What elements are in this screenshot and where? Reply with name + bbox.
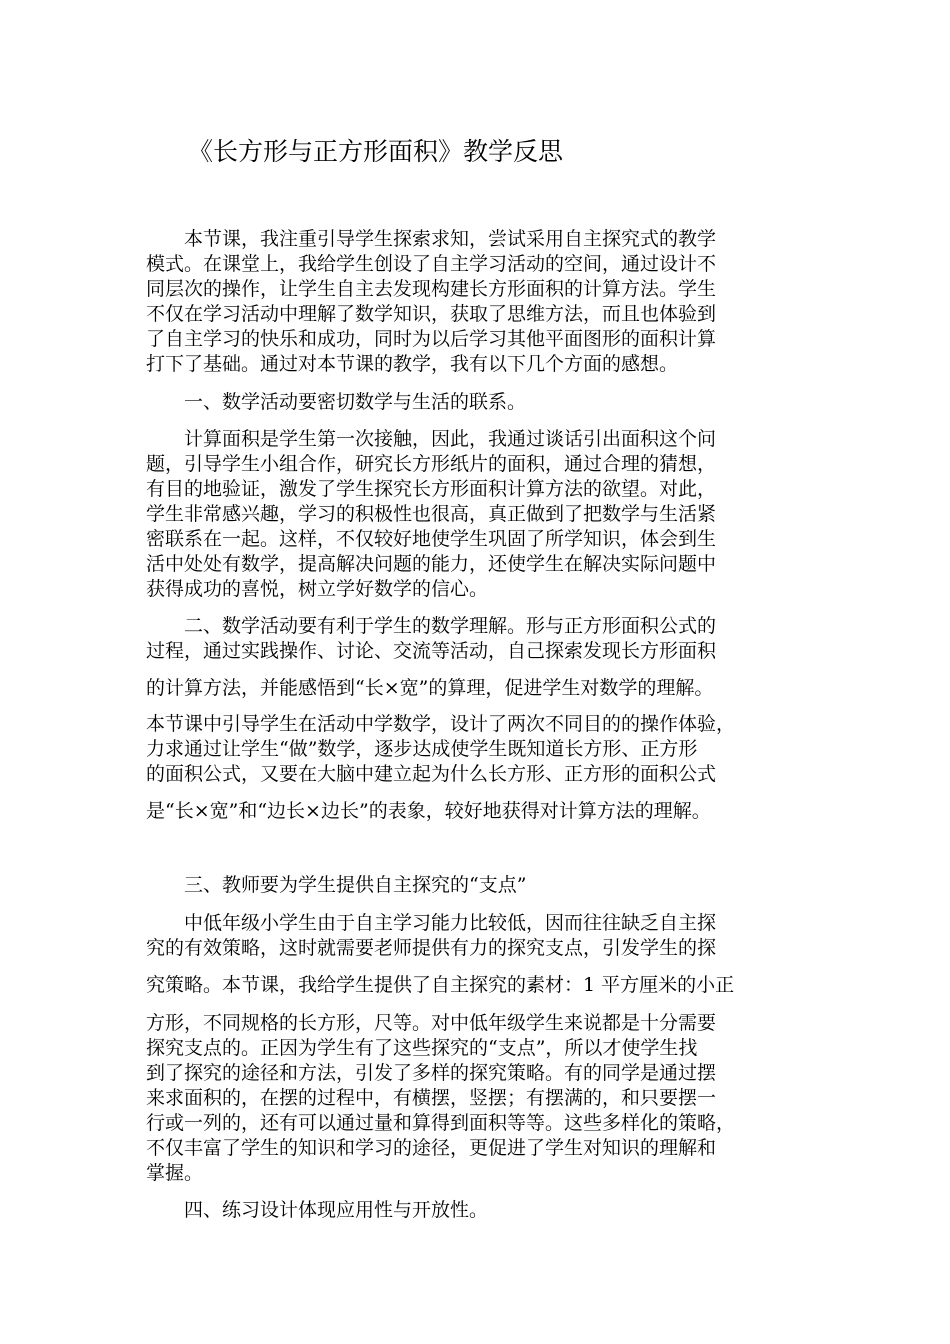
text-line: 的面积公式，又要在大脑中建立起为什么长方形、正方形的面积公式 (146, 763, 717, 785)
text-line: 有目的地验证，激发了学生探究长方形面积计算方法的欲望。对此， (146, 478, 717, 500)
text-line: 本节课中引导学生在活动中学数学，设计了两次不同目的的操作体验， (146, 713, 736, 735)
text-line: 活中处处有数学，提高解决问题的能力，还使学生在解决实际问题中 (146, 553, 717, 575)
text-line: 同层次的操作，让学生自主去发现构建长方形面积的计算方法。学生 (146, 278, 717, 300)
text-line: 本节课，我注重引导学生探索求知，尝试采用自主探究式的教学 (184, 228, 717, 250)
text-line: 力求通过让学生“做”数学，逐步达成使学生既知道长方形、正方形 (146, 738, 698, 760)
text-line: 过程，通过实践操作、讨论、交流等活动，自己探索发现长方形面积 (146, 640, 717, 662)
text-line: 学生非常感兴趣，学习的积极性也很高，真正做到了把数学与生活紧 (146, 503, 717, 525)
text-line: 题，引导学生小组合作，研究长方形纸片的面积，通过合理的猜想， (146, 453, 717, 475)
text-line: 打下了基础。通过对本节课的教学，我有以下几个方面的感想。 (146, 353, 679, 375)
section-heading: 四、练习设计体现应用性与开放性。 (184, 1199, 489, 1221)
text-line: 密联系在一起。这样，不仅较好地使学生巩固了所学知识，体会到生 (146, 528, 717, 550)
text-line: 行或一列的，还有可以通过量和算得到面积等等。这些多样化的策略， (146, 1112, 736, 1134)
text-line: 探究支点的。正因为学生有了这些探究的“支点”，所以才使学生找 (146, 1037, 698, 1059)
section-heading: 三、教师要为学生提供自主探究的“支点” (184, 874, 527, 896)
text-line: 掌握。 (146, 1162, 204, 1184)
text-line: 计算面积是学生第一次接触，因此，我通过谈话引出面积这个问 (184, 428, 717, 450)
text-line: 来求面积的，在摆的过程中，有横摆，竖摆；有摆满的，和只要摆一 (146, 1087, 717, 1109)
text-line: 到了探究的途径和方法，引发了多样的探究策略。有的同学是通过摆 (146, 1062, 717, 1084)
text-line: 方形，不同规格的长方形，尺等。对中低年级学生来说都是十分需要 (146, 1012, 717, 1034)
text-line: 获得成功的喜悦，树立学好数学的信心。 (146, 578, 489, 600)
text-line: 究的有效策略，这时就需要老师提供有力的探究支点，引发学生的探 (146, 937, 717, 959)
text-line: 的计算方法，并能感悟到“长×宽”的算理，促进学生对数学的理解。 (146, 677, 714, 699)
text-line: 不仅在学习活动中理解了数学知识，获取了思维方法，而且也体验到 (146, 303, 717, 325)
text-line: 不仅丰富了学生的知识和学习的途径，更促进了学生对知识的理解和 (146, 1137, 717, 1159)
section-heading: 一、数学活动要密切数学与生活的联系。 (184, 391, 527, 413)
document-title: 《长方形与正方形面积》教学反思 (188, 137, 564, 166)
section-heading: 二、数学活动要有利于学生的数学理解。形与正方形面积公式的 (184, 615, 717, 637)
text-line: 了自主学习的快乐和成功，同时为以后学习其他平面图形的面积计算 (146, 328, 717, 350)
text-line: 究策略。本节课，我给学生提供了自主探究的素材：1 平方厘米的小正 (146, 974, 735, 996)
text-line: 中低年级小学生由于自主学习能力比较低，因而往往缺乏自主探 (184, 912, 717, 934)
text-line: 是“长×宽”和“边长×边长”的表象，较好地获得对计算方法的理解。 (146, 800, 711, 822)
text-line: 模式。在课堂上，我给学生创设了自主学习活动的空间，通过设计不 (146, 253, 717, 275)
